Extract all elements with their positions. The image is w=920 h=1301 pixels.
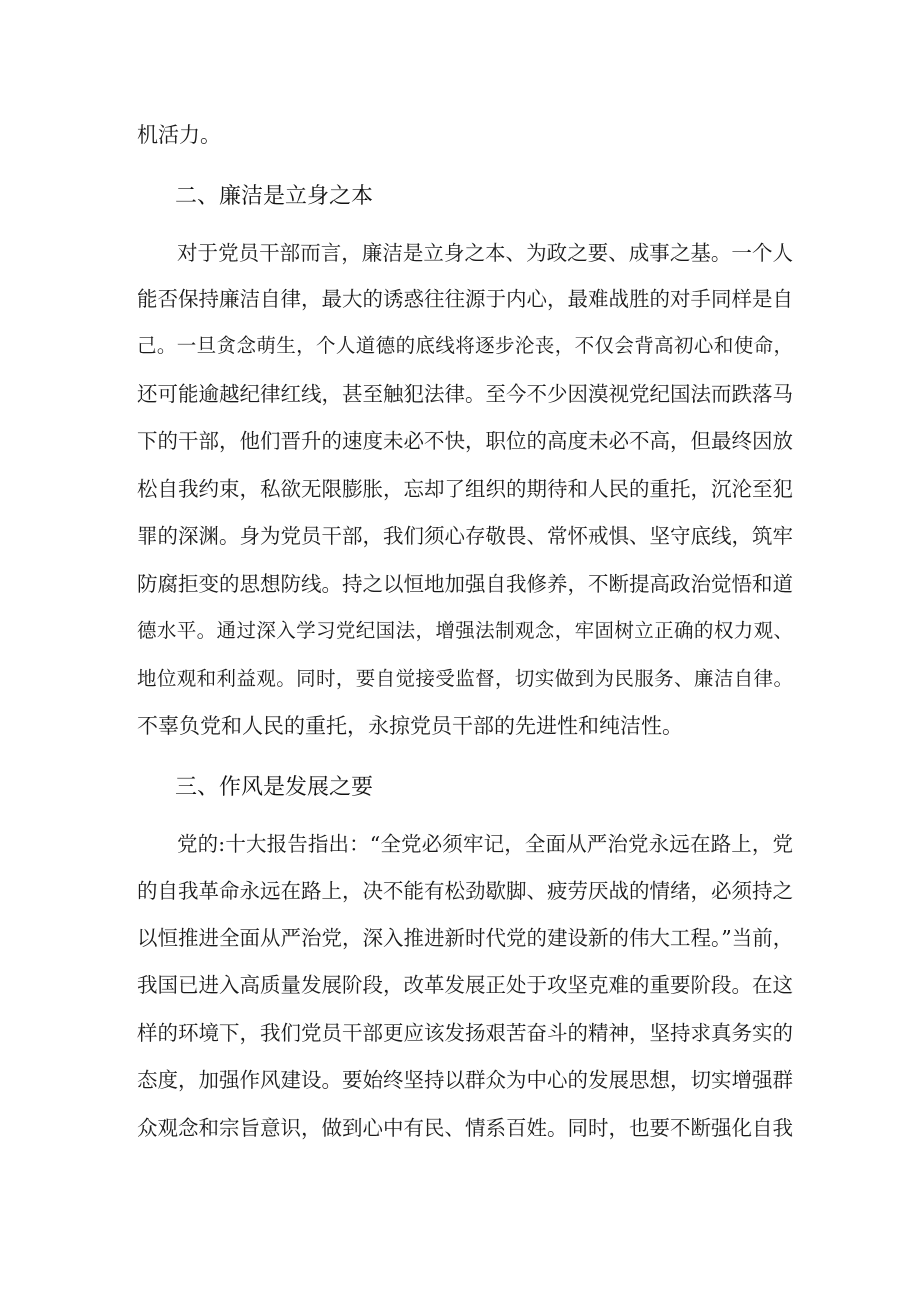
section-heading: 二、廉洁是立身之本 (175, 184, 374, 209)
paragraph-line: 罪的深渊。身为党员干部，我们须心存敬畏、常怀戒惧、坚守底线，筑牢 (137, 524, 793, 548)
section-heading: 三、作风是发展之要 (175, 775, 374, 800)
paragraph-line: 下的干部，他们晋升的速度未必不快，职位的高度未必不高，但最终因放 (137, 429, 793, 453)
paragraph-line: 样的环境下，我们党员干部更应该发扬艰苦奋斗的精神，坚持求真务实的 (137, 1021, 793, 1045)
paragraph-line: 不辜负党和人民的重托，永掠党员干部的先进性和纯洁性。 (137, 714, 683, 738)
paragraph-line: 防腐拒变的思想防线。持之以恒地加强自我修养，不断提高政治觉悟和道 (137, 572, 793, 596)
paragraph-line: 的自我革命永远在路上，决不能有松劲歇脚、疲劳厌战的情绪，必须持之 (137, 879, 793, 903)
paragraph-line: 德水平。通过深入学习党纪国法，增强法制观念，牢固树立正确的权力观、 (137, 619, 793, 642)
paragraph-line: 以恒推进全面从严治党，深入推进新时代党的建设新的伟大工程。”当前， (137, 926, 794, 950)
paragraph-line: 松自我约束，私欲无限膨胀，忘却了组织的期待和人民的重托，沉沦至犯 (137, 477, 793, 501)
paragraph-line: 我国已进入高质量发展阶段，改革发展正处于攻坚克难的重要阶段。在这 (137, 973, 793, 997)
paragraph-line: 对于党员干部而言，廉洁是立身之本、为政之要、成事之基。一个人 (177, 241, 793, 265)
paragraph-line: 党的:十大报告指出：“全党必须牢记，全面从严治党永远在路上，党 (177, 832, 793, 856)
paragraph-line: 己。一旦贪念萌生，个人道德的底线将逐步沦丧，不仅会背高初心和使命， (137, 334, 793, 357)
paragraph-line: 能否保持廉洁自律，最大的诱惑往往源于内心，最难战胜的对手同样是自 (137, 287, 793, 311)
paragraph-line: 态度，加强作风建设。要始终坚持以群众为中心的发展思想，切实增强群 (137, 1068, 793, 1092)
paragraph-line: 众观念和宗旨意识，做到心中有民、情系百姓。同时，也要不断强化自我 (137, 1116, 793, 1140)
paragraph-line: 地位观和利益观。同时，要自觉接受监督，切实做到为民服务、廉洁自律。 (137, 667, 793, 690)
paragraph-line: 还可能逾越纪律红线，甚至触犯法律。至今不少因漠视党纪国法而跌落马 (137, 382, 793, 406)
paragraph-line: 机活力。 (137, 123, 221, 147)
